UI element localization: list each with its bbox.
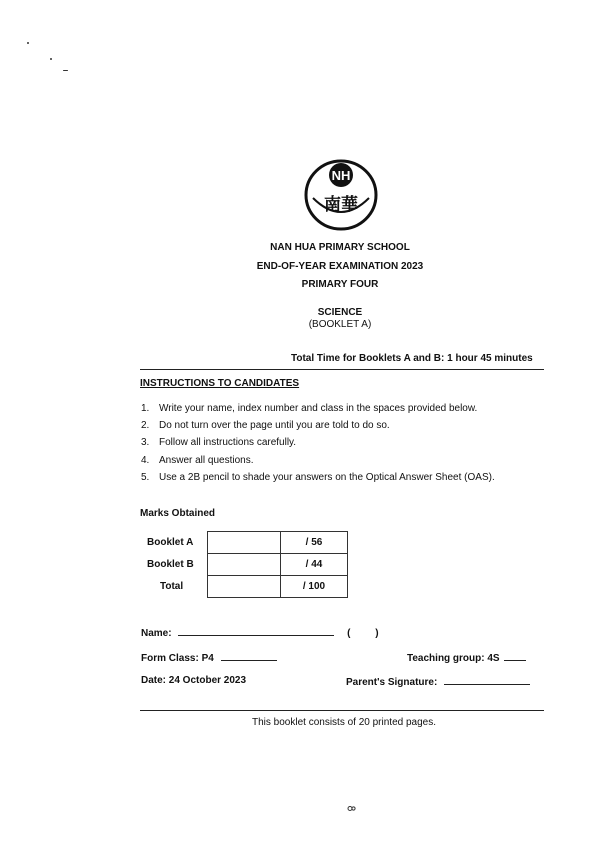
exam-title: END-OF-YEAR EXAMINATION 2023 <box>256 261 424 272</box>
teaching-group-line[interactable] <box>504 651 526 661</box>
scan-speck <box>63 70 68 71</box>
instruction-item: 1. Write your name, index number and class in the spaces provided below. <box>141 403 478 414</box>
marks-max: / 100 <box>281 576 348 598</box>
marks-row-label: Booklet A <box>147 537 194 548</box>
marks-max: / 44 <box>281 554 348 576</box>
index-open-paren: ( <box>347 628 351 639</box>
school-logo <box>303 158 379 232</box>
parent-signature-label: Parent's Signature: <box>346 677 438 688</box>
table-row <box>143 554 348 576</box>
marks-title: Marks Obtained <box>140 508 216 519</box>
index-close-paren: ) <box>375 628 379 639</box>
marks-max: / 56 <box>281 532 348 554</box>
marks-entry-box[interactable] <box>208 554 281 576</box>
scan-speck <box>50 58 52 60</box>
header-divider <box>140 369 544 370</box>
marks-entry-box[interactable] <box>208 576 281 598</box>
form-class-label: Form Class: P4 <box>141 653 214 664</box>
marks-table <box>143 531 348 598</box>
level: PRIMARY FOUR <box>301 279 379 290</box>
scan-speck <box>27 42 29 44</box>
table-row <box>143 532 348 554</box>
marks-entry-box[interactable] <box>208 532 281 554</box>
total-time: Total Time for Booklets A and B: 1 hour 45 minutes <box>291 353 533 364</box>
instructions-title: INSTRUCTIONS TO CANDIDATES <box>140 378 300 389</box>
subject: SCIENCE <box>317 307 363 318</box>
marks-row-label: Booklet B <box>147 559 194 570</box>
page-count-note: This booklet consists of 20 printed pages. <box>252 717 436 728</box>
teaching-group-label: Teaching group: 4S <box>407 653 500 664</box>
instructions-list <box>141 400 495 486</box>
parent-signature-line[interactable] <box>444 675 530 685</box>
form-class-field[interactable] <box>141 651 277 664</box>
school-name: NAN HUA PRIMARY SCHOOL <box>270 242 410 253</box>
instruction-item: 3. Follow all instructions carefully. <box>141 437 297 449</box>
instruction-item: 2. Do not turn over the page until you are told to do so. <box>141 420 390 432</box>
date-field <box>141 675 246 686</box>
date-label: Date: 24 October 2023 <box>141 675 247 686</box>
instruction-item: 5. Use a 2B pencil to shade your answers on the Optical Answer Sheet (OAS). <box>141 471 495 483</box>
name-line[interactable] <box>178 626 334 636</box>
table-row <box>143 576 348 598</box>
logo-chinese-name: 南華 <box>324 195 358 215</box>
marks-row-label: Total <box>160 581 184 592</box>
name-label: Name: <box>141 628 172 639</box>
instruction-item: 4. Answer all questions. <box>141 454 254 466</box>
teaching-group-field[interactable] <box>407 651 526 664</box>
name-field[interactable] <box>141 626 379 639</box>
footer-divider <box>140 710 544 711</box>
scan-mark-icon <box>347 804 356 813</box>
form-class-line[interactable] <box>221 651 277 661</box>
parent-signature-field[interactable] <box>346 675 530 688</box>
logo-initials: NH <box>331 168 351 183</box>
booklet-label: (BOOKLET A) <box>308 319 372 330</box>
